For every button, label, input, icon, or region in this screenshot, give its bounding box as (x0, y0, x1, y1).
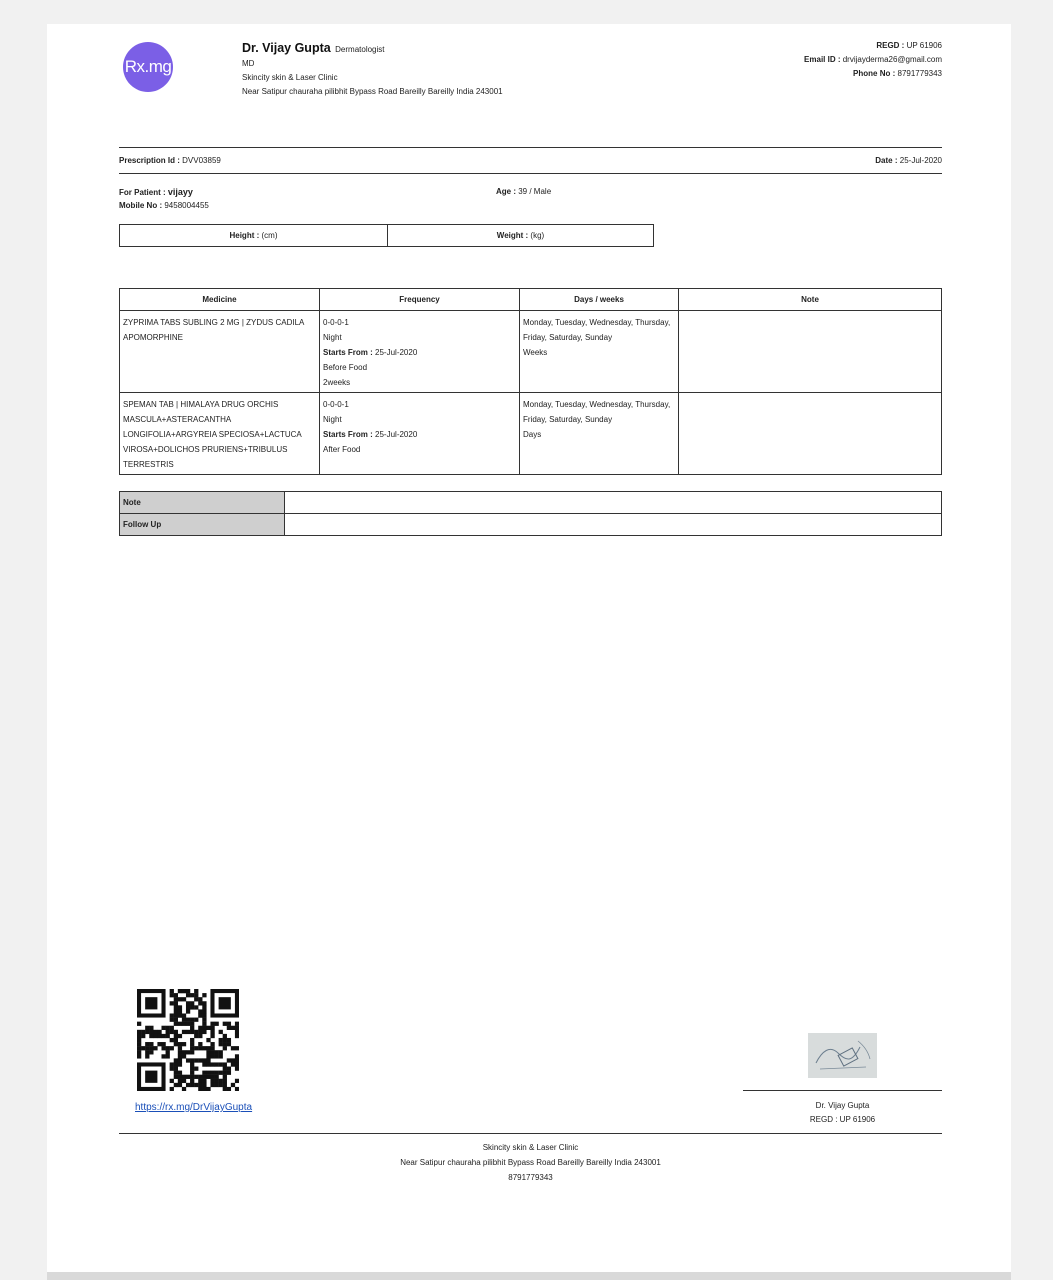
profile-link[interactable]: https://rx.mg/DrVijayGupta (135, 1102, 253, 1113)
medicine-table (119, 288, 942, 475)
note-label: Note (120, 492, 285, 514)
table-header-row (120, 289, 942, 311)
doctor-block (242, 39, 662, 99)
table-row (120, 311, 942, 393)
regd-label: REGD : (876, 41, 905, 50)
footer-address: Near Satipur chauraha pilibhit Bypass Road Bareilly Bareilly India 243001 (400, 1158, 661, 1167)
table-row (120, 393, 942, 475)
clinic-address: Near Satipur chauraha pilibhit Bypass Road Bareilly Bareilly India 243001 (242, 87, 503, 96)
doctor-speciality: Dermatologist (335, 45, 385, 54)
signature-image (808, 1033, 877, 1078)
prescription-page (47, 24, 1011, 1272)
signature-name: Dr. Vijay Gupta (815, 1101, 870, 1110)
medicine-cell: SPEMAN TAB | HIMALAYA DRUG ORCHIS MASCULA+ASTERACANTHA LONGIFOLIA+ARGYREIA SPECIOSA+LACTUCA VIROSA+DOLICHOS PRURIENS+TRIBULUS TERRESTRIS (120, 393, 320, 475)
signature-regd: REGD : UP 61906 (809, 1115, 876, 1124)
signature-line (743, 1090, 942, 1091)
note-cell (679, 393, 942, 475)
days-cell: Monday, Tuesday, Wednesday, Thursday, Friday, Saturday, Sunday Weeks (520, 311, 679, 393)
prescription-date: Date : 25-Jul-2020 (875, 156, 942, 165)
col-days-weeks: Days / weeks (520, 289, 679, 311)
footer-phone: 8791779343 (508, 1173, 553, 1182)
logo-text: Rx.mg (124, 57, 172, 76)
page-bottom-strip (47, 1272, 1011, 1280)
contact-block (642, 39, 942, 81)
clinic-name: Skincity skin & Laser Clinic (242, 73, 338, 82)
note-value (285, 492, 942, 514)
divider (119, 147, 942, 148)
doctor-degree: MD (242, 59, 255, 68)
qr-code (137, 989, 239, 1091)
followup-label: Follow Up (120, 514, 285, 536)
phone-value: 8791779343 (897, 69, 942, 78)
prescription-id: Prescription Id : DVV03859 (119, 156, 221, 165)
patient-name: For Patient : vijayy (119, 187, 193, 197)
height-weight-table (119, 224, 654, 247)
weight-cell: Weight : (kg) (388, 225, 654, 247)
email-value: drvijayderma26@gmail.com (842, 55, 942, 64)
frequency-cell: 0-0-0-1 Night Starts From : 25-Jul-2020 Before Food 2weeks (320, 311, 520, 393)
height-cell: Height : (cm) (120, 225, 388, 247)
medicine-cell: ZYPRIMA TABS SUBLING 2 MG | ZYDUS CADILA APOMORPHINE (120, 311, 320, 393)
email-label: Email ID : (804, 55, 841, 64)
col-medicine: Medicine (120, 289, 320, 311)
followup-value (285, 514, 942, 536)
patient-age: Age : 39 / Male (496, 187, 552, 196)
note-cell (679, 311, 942, 393)
phone-label: Phone No : (853, 69, 896, 78)
footer-divider (119, 1133, 942, 1134)
divider (119, 173, 942, 174)
patient-mobile: Mobile No : 9458004455 (119, 201, 209, 210)
col-note: Note (679, 289, 942, 311)
frequency-cell: 0-0-0-1 Night Starts From : 25-Jul-2020 After Food (320, 393, 520, 475)
col-frequency: Frequency (320, 289, 520, 311)
footer-clinic-name: Skincity skin & Laser Clinic (482, 1143, 579, 1152)
days-cell: Monday, Tuesday, Wednesday, Thursday, Friday, Saturday, Sunday Days (520, 393, 679, 475)
notes-table (119, 491, 942, 536)
rxmg-logo (123, 42, 173, 92)
regd-value: UP 61906 (906, 41, 942, 50)
doctor-name: Dr. Vijay Gupta (242, 41, 331, 55)
